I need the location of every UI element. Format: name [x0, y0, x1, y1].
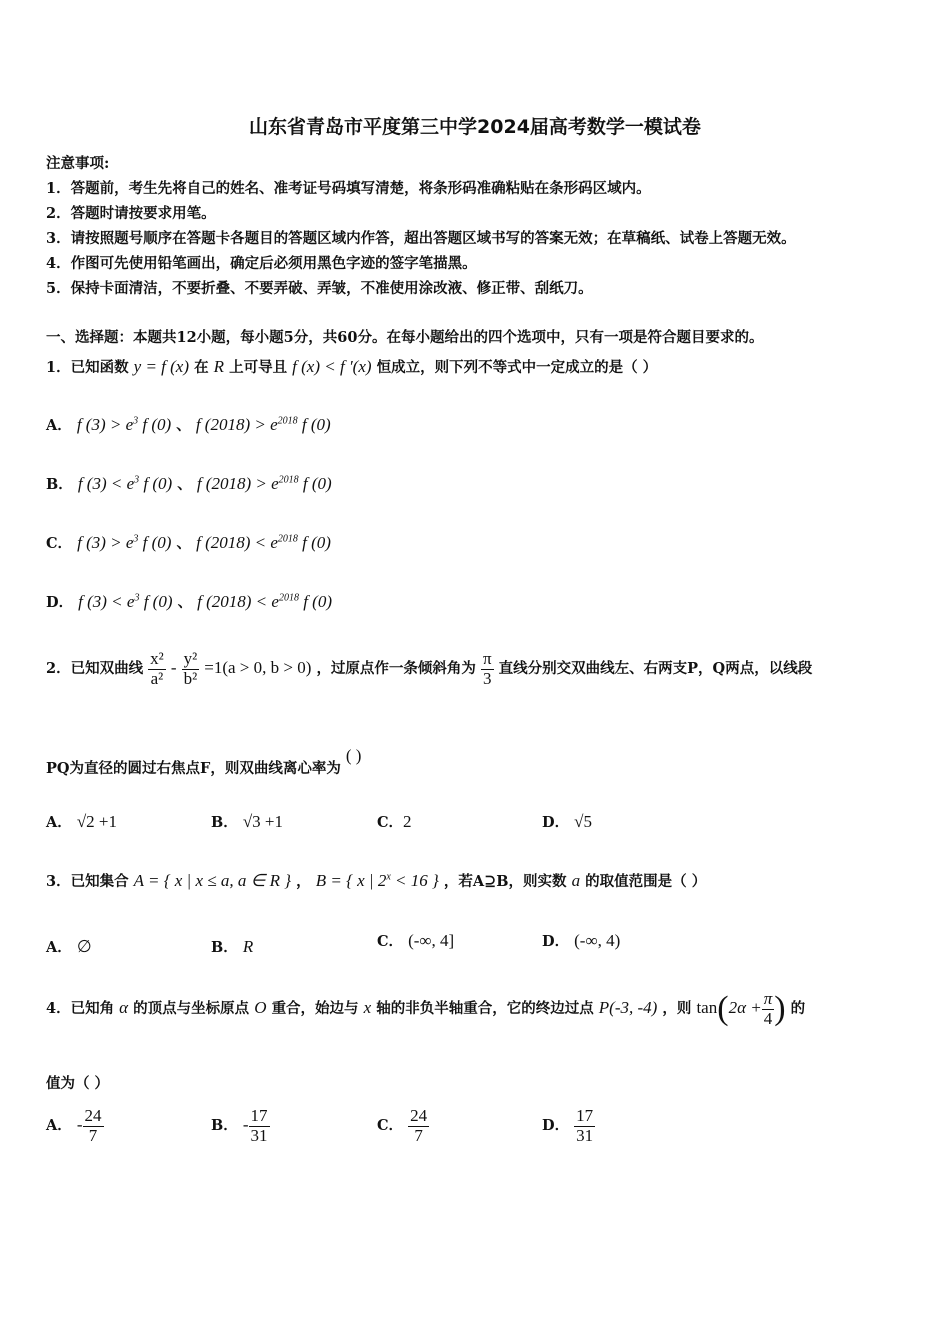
q2-text-3: 直线分别交双曲线左、右两支P，Q两点，以线段: [498, 660, 813, 678]
option-sep: 、: [177, 594, 193, 611]
q3-option-c[interactable]: [377, 930, 454, 951]
q3-set-a: A = { x | x ≤ a, a ∈ R }: [133, 871, 292, 890]
option-expr: f (2018) < e: [197, 592, 279, 611]
option-sep: 、: [176, 417, 191, 434]
option-expr: f (2018) < e: [196, 533, 278, 552]
frac-den: 7: [414, 1125, 423, 1145]
q2-frac-pi: [481, 650, 494, 688]
option-label: C．: [377, 814, 404, 831]
option-expr: f (3) > e: [77, 533, 134, 552]
question-4: [46, 990, 805, 1028]
option-label: D．: [542, 933, 570, 950]
option-value: ∅: [76, 937, 92, 956]
q3-option-b[interactable]: [211, 936, 253, 957]
q2-text-1: 2．已知双曲线: [46, 660, 144, 678]
option-expr: f (0): [297, 533, 331, 552]
option-exp: 2018: [277, 533, 298, 545]
option-expr: f (0): [298, 474, 332, 493]
option-value: 2: [403, 812, 412, 831]
option-label: C．: [377, 1117, 404, 1135]
q4-x: x: [363, 998, 372, 1018]
option-frac: [83, 1107, 104, 1145]
q4-text-3: 重合，始边与: [271, 1000, 359, 1018]
q1-option-a[interactable]: [46, 414, 331, 435]
q3-text-3: 的取值范围是（ ）: [585, 873, 707, 890]
option-expr: f (0): [139, 474, 173, 493]
notice-heading: 注意事项:: [46, 155, 110, 172]
option-label: D．: [542, 814, 570, 831]
q2-frac-x: [148, 650, 166, 688]
q4-paren-open: (: [717, 990, 729, 1028]
q2-option-c[interactable]: [377, 811, 412, 832]
q2-frac-y: [182, 650, 200, 688]
option-label: C．: [46, 535, 73, 552]
q4-inner: 2α +: [728, 998, 762, 1018]
frac-num: 24: [84, 1106, 102, 1125]
question-3: [46, 870, 706, 891]
option-sign: -: [76, 1115, 83, 1135]
option-exp: 2018: [278, 592, 299, 604]
frac-den: b²: [183, 668, 198, 688]
option-label: D．: [542, 1117, 570, 1135]
option-value: √2 +1: [76, 812, 117, 831]
q3-var-a: a: [571, 871, 581, 890]
q2-option-d[interactable]: [542, 811, 592, 832]
question-4-cont: 值为（ ）: [46, 1075, 110, 1092]
option-value: √3 +1: [242, 812, 283, 831]
option-label: A．: [46, 1117, 72, 1135]
frac-den: 7: [88, 1125, 98, 1145]
q2-text-4: PQ为直径的圆过右焦点F，则双曲线离心率为: [46, 760, 341, 777]
option-value: R: [242, 937, 254, 956]
option-exp: 3: [134, 474, 140, 486]
q1-text-4: 恒成立，则下列不等式中一定成立的是（ ）: [376, 359, 658, 376]
option-label: D．: [46, 594, 74, 611]
option-exp: 2018: [278, 474, 299, 486]
q4-text-1: 4．已知角: [46, 1000, 115, 1018]
option-expr: f (3) > e: [76, 415, 134, 434]
set-b-expr: B = { x | 2: [315, 871, 387, 890]
q3-comma: ，: [296, 873, 311, 890]
question-1: [46, 356, 657, 377]
q3-option-d[interactable]: [542, 930, 620, 951]
frac-num: x²: [150, 649, 164, 668]
q4-paren-close: ): [774, 990, 786, 1028]
option-expr: f (0): [297, 415, 331, 434]
option-value: (-∞, 4): [574, 931, 621, 950]
q3-text-1: 3．已知集合: [46, 873, 129, 890]
option-label: B．: [211, 939, 238, 956]
q1-option-b[interactable]: [46, 473, 332, 494]
option-sep: 、: [177, 476, 192, 493]
option-exp: 3: [134, 592, 140, 604]
option-exp: 2018: [277, 415, 298, 427]
option-expr: f (0): [139, 592, 173, 611]
option-value: (-∞, 4]: [408, 931, 455, 950]
notice-item-3: 3．请按照题号顺序在答题卡各题目的答题区域内作答，超出答题区域书写的答案无效；在草稿纸、试卷上答题无效。: [46, 230, 796, 247]
option-expr: f (3) < e: [77, 474, 135, 493]
option-exp: 3: [133, 415, 139, 427]
notice-item-2: 2．答题时请按要求用笔。: [46, 205, 216, 222]
q4-option-c[interactable]: [377, 1107, 429, 1145]
q1-text-3: 上可导且: [229, 359, 288, 376]
frac-den: 31: [250, 1125, 268, 1145]
option-expr: f (0): [138, 415, 172, 434]
option-label: A．: [46, 939, 72, 956]
q4-option-b[interactable]: [211, 1107, 270, 1145]
q1-option-d[interactable]: [46, 591, 332, 612]
q3-set-b: [316, 871, 439, 890]
q4-text-4: 轴的非负半轴重合，它的终边过点: [376, 1000, 594, 1018]
q2-equation: =1(a > 0, b > 0): [204, 658, 312, 678]
notice-item-1: 1．答题前，考生先将自己的姓名、准考证号码填写清楚，将条形码准确粘贴在条形码区域内。: [46, 180, 651, 197]
option-frac: [574, 1107, 595, 1145]
q1-option-c[interactable]: [46, 532, 331, 553]
option-expr: f (3) < e: [78, 592, 135, 611]
q4-tan: tan: [696, 998, 718, 1018]
q4-alpha: α: [119, 998, 129, 1018]
frac-den: 4: [763, 1008, 773, 1028]
notice-item-5: 5．保持卡面清洁，不要折叠、不要弄破、弄皱，不准使用涂改液、修正带、刮纸刀。: [46, 280, 593, 297]
q4-frac-pi: [762, 990, 775, 1028]
option-frac: [249, 1107, 270, 1145]
q2-minus: -: [170, 658, 177, 678]
option-expr: f (0): [138, 533, 172, 552]
frac-num: π: [763, 989, 773, 1008]
option-label: A．: [46, 417, 72, 434]
option-sep: 、: [176, 535, 192, 552]
section-heading: 一、选择题：本题共12小题，每小题5分，共60分。在每小题给出的四个选项中，只有一项是符合题目要求的。: [46, 329, 764, 346]
page-title: 山东省青岛市平度第三中学2024届高考数学一模试卷: [249, 116, 701, 138]
q1-formula-1: y = f (x): [133, 357, 190, 376]
q2-text-2: ，过原点作一条倾斜角为: [316, 660, 476, 678]
q3-text-2: ，若A⊇B，则实数: [443, 873, 567, 890]
q4-point: P(-3, -4): [598, 998, 658, 1018]
set-b-expr: < 16 }: [390, 871, 439, 890]
frac-num: 24: [410, 1106, 428, 1125]
q4-text-6: 的: [790, 1000, 806, 1018]
notice-item-4: 4．作图可先使用铅笔画出，确定后必须用黑色字迹的签字笔描黑。: [46, 255, 477, 272]
option-label: A．: [46, 814, 72, 831]
q2-answer-blank: ( ): [345, 746, 362, 765]
q1-text-2: 在: [194, 359, 209, 376]
q4-text-5: ，则: [662, 1000, 692, 1018]
q1-text-1: 1．已知函数: [46, 359, 129, 376]
q2-option-b[interactable]: [211, 811, 283, 832]
frac-num: 17: [250, 1106, 268, 1125]
q2-option-a[interactable]: [46, 811, 117, 832]
q3-option-a[interactable]: [46, 936, 92, 957]
set-b-exp: x: [386, 871, 391, 883]
q4-text-2: 的顶点与坐标原点: [133, 1000, 250, 1018]
frac-num: 17: [576, 1106, 594, 1125]
option-expr: f (0): [298, 592, 332, 611]
option-expr: f (2018) > e: [196, 474, 279, 493]
q1-formula-2: R: [213, 357, 225, 376]
frac-den: 31: [576, 1125, 594, 1145]
q4-option-d[interactable]: [542, 1107, 595, 1145]
option-sign: -: [242, 1115, 249, 1135]
option-exp: 3: [133, 533, 139, 545]
frac-num: π: [483, 649, 492, 668]
frac-den: a²: [150, 668, 164, 688]
frac-num: y²: [183, 649, 198, 668]
question-2: [46, 650, 812, 688]
option-label: C．: [377, 933, 404, 950]
option-frac: [408, 1107, 429, 1145]
q1-formula-3: f (x) < f ′(x): [292, 357, 372, 376]
question-2-cont: [46, 746, 362, 778]
option-value: √5: [574, 812, 592, 831]
frac-den: 3: [483, 668, 492, 688]
option-label: B．: [211, 1117, 238, 1135]
option-expr: f (2018) > e: [195, 415, 278, 434]
q4-origin: O: [254, 998, 267, 1018]
q4-option-a[interactable]: [46, 1107, 104, 1145]
option-label: B．: [211, 814, 238, 831]
option-label: B．: [46, 476, 73, 493]
